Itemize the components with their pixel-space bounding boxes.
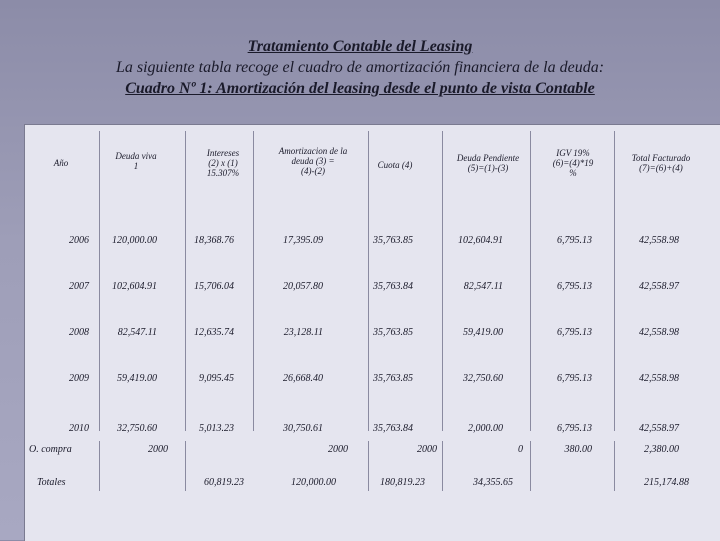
table-cell: 35,763.84 bbox=[373, 423, 413, 434]
table-cell: 6,795.13 bbox=[557, 373, 592, 384]
table-cell: 15,706.04 bbox=[194, 281, 234, 292]
column-divider bbox=[99, 131, 100, 431]
year-cell: 2006 bbox=[69, 235, 89, 246]
column-divider bbox=[530, 441, 531, 491]
table-cell: 42,558.98 bbox=[639, 235, 679, 246]
table-caption: Cuadro Nº 1: Amortización del leasing desde el punto de vista Contable bbox=[125, 80, 595, 97]
year-cell: 2008 bbox=[69, 327, 89, 338]
table-cell: 59,419.00 bbox=[117, 373, 157, 384]
table-cell: 42,558.97 bbox=[639, 423, 679, 434]
column-header-line: Amortizacion de la bbox=[278, 146, 348, 156]
column-header-line: Total Facturado bbox=[631, 153, 691, 163]
column-header-line: 1 bbox=[133, 161, 139, 171]
table-cell: 6,795.13 bbox=[557, 235, 592, 246]
table-cell: 35,763.85 bbox=[373, 373, 413, 384]
purchase-amortizacion: 2000 bbox=[328, 444, 348, 455]
table-cell: 20,057.80 bbox=[283, 281, 323, 292]
table-cell: 32,750.60 bbox=[463, 373, 503, 384]
column-header-line: Año bbox=[53, 158, 69, 168]
table-cell: 6,795.13 bbox=[557, 281, 592, 292]
table-cell: 42,558.97 bbox=[639, 281, 679, 292]
totals-total: 215,174.88 bbox=[644, 477, 689, 488]
table-cell: 35,763.85 bbox=[373, 235, 413, 246]
purchase-deuda-pendiente: 0 bbox=[518, 444, 523, 455]
slide-title: Tratamiento Contable del Leasing bbox=[247, 38, 473, 55]
table-cell: 35,763.85 bbox=[373, 327, 413, 338]
table-cell: 102,604.91 bbox=[458, 235, 503, 246]
column-divider bbox=[368, 441, 369, 491]
column-header-line: % bbox=[569, 168, 577, 178]
column-header-line: 15.307% bbox=[206, 168, 240, 178]
column-divider bbox=[185, 441, 186, 491]
column-header-line: IGV 19% bbox=[556, 148, 590, 158]
purchase-cuota: 2000 bbox=[417, 444, 437, 455]
column-header-line: (6)=(4)*19 bbox=[552, 158, 594, 168]
column-divider bbox=[614, 441, 615, 491]
amortization-table bbox=[24, 124, 720, 541]
table-cell: 18,368.76 bbox=[194, 235, 234, 246]
column-divider bbox=[99, 441, 100, 491]
table-cell: 26,668.40 bbox=[283, 373, 323, 384]
column-divider bbox=[442, 441, 443, 491]
column-header-line: Intereses bbox=[206, 148, 240, 158]
column-header-line: Deuda viva bbox=[115, 151, 157, 161]
table-cell: 59,419.00 bbox=[463, 327, 503, 338]
column-header-line: (5)=(1)-(3) bbox=[467, 163, 509, 173]
table-cell: 42,558.98 bbox=[639, 327, 679, 338]
column-header-line: (7)=(6)+(4) bbox=[639, 163, 683, 173]
table-cell: 120,000.00 bbox=[112, 235, 157, 246]
column-divider bbox=[368, 131, 369, 431]
table-cell: 6,795.13 bbox=[557, 327, 592, 338]
totals-cuota: 180,819.23 bbox=[380, 477, 425, 488]
column-header-line: Deuda Pendiente bbox=[456, 153, 520, 163]
purchase-label: O. compra bbox=[29, 444, 72, 455]
table-cell: 82,547.11 bbox=[117, 327, 157, 338]
slide-header bbox=[0, 36, 720, 99]
table-cell: 9,095.45 bbox=[199, 373, 234, 384]
year-cell: 2009 bbox=[69, 373, 89, 384]
table-cell: 5,013.23 bbox=[199, 423, 234, 434]
purchase-igv: 380.00 bbox=[564, 444, 592, 455]
totals-igv: 34,355.65 bbox=[473, 477, 513, 488]
slide-description: La siguiente tabla recoge el cuadro de amortización financiera de la deuda: bbox=[115, 59, 605, 76]
year-cell: 2010 bbox=[69, 423, 89, 434]
table-cell: 35,763.84 bbox=[373, 281, 413, 292]
table-cell: 6,795.13 bbox=[557, 423, 592, 434]
purchase-deuda: 2000 bbox=[148, 444, 168, 455]
purchase-total: 2,380.00 bbox=[644, 444, 679, 455]
table-cell: 32,750.60 bbox=[117, 423, 157, 434]
year-cell: 2007 bbox=[69, 281, 89, 292]
table-cell: 23,128.11 bbox=[283, 327, 323, 338]
totals-intereses: 60,819.23 bbox=[204, 477, 244, 488]
table-cell: 42,558.98 bbox=[639, 373, 679, 384]
table-cell: 102,604.91 bbox=[112, 281, 157, 292]
totals-amortizacion: 120,000.00 bbox=[291, 477, 336, 488]
table-cell: 12,635.74 bbox=[194, 327, 234, 338]
table-cell: 2,000.00 bbox=[468, 423, 503, 434]
table-cell: 30,750.61 bbox=[283, 423, 323, 434]
column-divider bbox=[442, 131, 443, 431]
column-header bbox=[606, 153, 716, 173]
column-header-line: (2) x (1) bbox=[208, 158, 238, 168]
column-header-line: (4)-(2) bbox=[301, 166, 325, 176]
totals-label: Totales bbox=[37, 477, 66, 488]
column-header-line: deuda (3) = bbox=[291, 156, 335, 166]
column-header-line: Cuota (4) bbox=[377, 160, 413, 170]
table-cell: 82,547.11 bbox=[463, 281, 503, 292]
table-cell: 17,395.09 bbox=[283, 235, 323, 246]
